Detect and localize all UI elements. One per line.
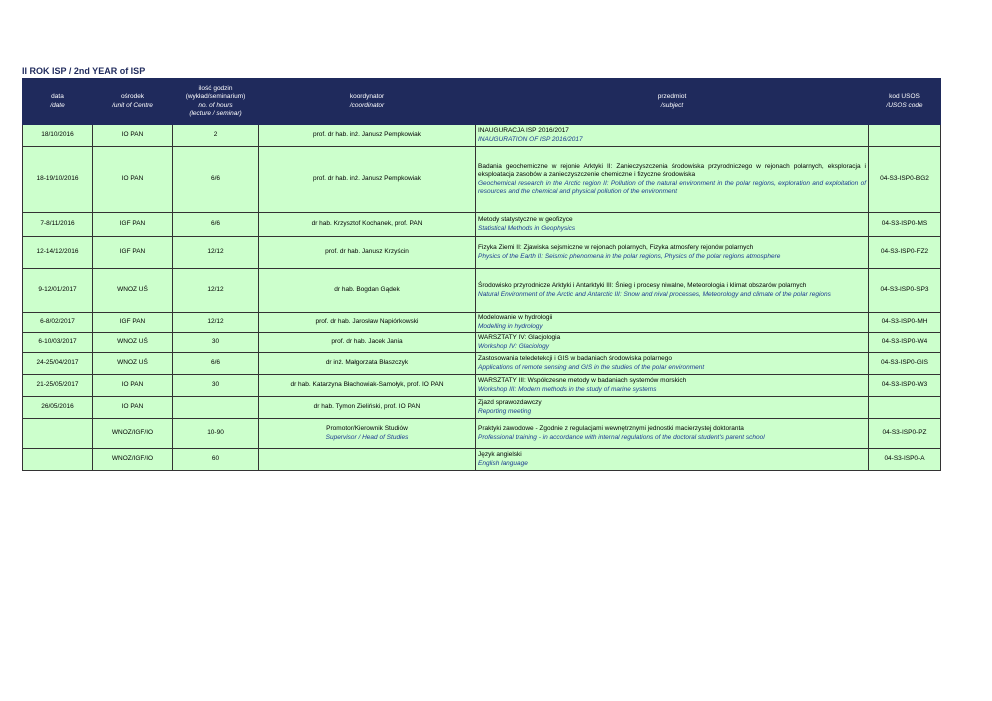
cell-usos-code: 04-S3-ISP0-MH <box>869 313 941 333</box>
header-unit: ośrodek /unit of Centre <box>93 79 173 125</box>
table-row <box>23 397 941 419</box>
cell-hours: 12/12 <box>173 237 259 269</box>
table-row <box>23 269 941 313</box>
cell-subject: Zjazd sprawozdawczy Reporting meeting <box>476 397 869 419</box>
cell-date: 12-14/12/2016 <box>23 237 93 269</box>
cell-subject: Modelowanie w hydrologii Modelling in hydrology <box>476 313 869 333</box>
cell-subject: Środowisko przyrodnicze Arktyki i Antarktyki III: Śnieg i procesy niwalne, Meteorologia i klimat obszarów polarnych Natural Environment of the Arctic and Antarctic III: Snow and nival processes, Meteorology and climate of the polar regions <box>476 269 869 313</box>
cell-date: 21-25/05/2017 <box>23 375 93 397</box>
cell-coordinator: prof. dr hab. inż. Janusz Pempkowiak <box>259 147 476 213</box>
cell-subject: Praktyki zawodowe - Zgodnie z regulacjami wewnętrznymi jednostki macierzystej doktoranta Professional training - in accordance with internal regulations of the doctoral student's parent school <box>476 419 869 449</box>
cell-usos-code: 04-S3-ISP0-A <box>869 449 941 471</box>
cell-unit: IGF PAN <box>93 237 173 269</box>
cell-usos-code: 04-S3-ISP0-W3 <box>869 375 941 397</box>
table-row <box>23 375 941 397</box>
cell-unit: WNOZ/IGF/IO <box>93 449 173 471</box>
cell-hours: 30 <box>173 375 259 397</box>
cell-date <box>23 419 93 449</box>
table-row <box>23 449 941 471</box>
cell-usos-code: 04-S3-ISP0-GIS <box>869 353 941 375</box>
cell-usos-code: 04-S3-ISP0-MS <box>869 213 941 237</box>
cell-date: 6-8/02/2017 <box>23 313 93 333</box>
schedule-table <box>22 78 941 471</box>
cell-unit: WNOZ UŚ <box>93 333 173 353</box>
cell-unit: WNOZ/IGF/IO <box>93 419 173 449</box>
header-row <box>23 79 941 125</box>
cell-hours: 6/6 <box>173 213 259 237</box>
cell-hours: 2 <box>173 125 259 147</box>
cell-hours <box>173 397 259 419</box>
cell-unit: IO PAN <box>93 375 173 397</box>
cell-unit: WNOZ UŚ <box>93 353 173 375</box>
header-coordinator: koordynator /coordinator <box>259 79 476 125</box>
cell-unit: IGF PAN <box>93 313 173 333</box>
cell-coordinator: dr hab. Krzysztof Kochanek, prof. PAN <box>259 213 476 237</box>
cell-date <box>23 449 93 471</box>
header-date: data /date <box>23 79 93 125</box>
cell-coordinator: dr hab. Katarzyna Błachowiak-Samołyk, prof. IO PAN <box>259 375 476 397</box>
cell-subject: WARSZTATY III: Współczesne metody w badaniach systemów morskich Workshop III: Modern methods in the study of marine systems <box>476 375 869 397</box>
cell-hours: 12/12 <box>173 313 259 333</box>
cell-coordinator: dr hab. Tymon Zieliński, prof. IO PAN <box>259 397 476 419</box>
cell-usos-code <box>869 397 941 419</box>
cell-unit: IGF PAN <box>93 213 173 237</box>
cell-usos-code: 04-S3-ISP0-SP3 <box>869 269 941 313</box>
header-usos-code: kod USOS /USOS code <box>869 79 941 125</box>
cell-date: 24-25/04/2017 <box>23 353 93 375</box>
header-subject: przedmiot /subject <box>476 79 869 125</box>
table-row <box>23 333 941 353</box>
cell-subject: WARSZTATY IV: Glacjologia Workshop IV: Glaciology <box>476 333 869 353</box>
cell-hours: 30 <box>173 333 259 353</box>
cell-date: 18/10/2016 <box>23 125 93 147</box>
cell-subject: Język angielski English language <box>476 449 869 471</box>
cell-hours: 10-90 <box>173 419 259 449</box>
cell-subject: Fizyka Ziemi II: Zjawiska sejsmiczne w rejonach polarnych, Fizyka atmosfery rejonów polarnych Physics of the Earth II: Seismic phenomena in the polar regions, Physics of the polar regions atmosphere <box>476 237 869 269</box>
table-row <box>23 237 941 269</box>
cell-coordinator: prof. dr hab. Jacek Jania <box>259 333 476 353</box>
cell-unit: IO PAN <box>93 397 173 419</box>
cell-coordinator: prof. dr hab. Janusz Krzyścin <box>259 237 476 269</box>
cell-coordinator: dr inż. Małgorzata Błaszczyk <box>259 353 476 375</box>
cell-date: 6-10/03/2017 <box>23 333 93 353</box>
table-row <box>23 313 941 333</box>
cell-usos-code: 04-S3-ISP0-BG2 <box>869 147 941 213</box>
table-row <box>23 125 941 147</box>
header-hours: ilość godzin (wykład/seminarium) no. of hours (lecture / seminar) <box>173 79 259 125</box>
table-row <box>23 147 941 213</box>
cell-usos-code <box>869 125 941 147</box>
cell-hours: 6/6 <box>173 353 259 375</box>
cell-date: 26/05/2016 <box>23 397 93 419</box>
cell-date: 7-8/11/2016 <box>23 213 93 237</box>
table-row <box>23 419 941 449</box>
cell-hours: 6/6 <box>173 147 259 213</box>
cell-subject: Zastosowania teledetekcji i GIS w badaniach środowiska polarnego Applications of remote sensing and GIS in the studies of the polar environment <box>476 353 869 375</box>
table-row <box>23 213 941 237</box>
cell-unit: WNOZ UŚ <box>93 269 173 313</box>
cell-coordinator: prof. dr hab. inż. Janusz Pempkowiak <box>259 125 476 147</box>
cell-subject: INAUGURACJA ISP 2016/2017 INAUGURATION OF ISP 2016/2017 <box>476 125 869 147</box>
table-row <box>23 353 941 375</box>
cell-subject: Badania geochemiczne w rejonie Arktyki II: Zanieczyszczenia środowiska przyrodniczego w rejonach polarnych, eksploracja i eksploatacja zasobów a zanieczyszczenie chemiczne i fizyczne środowiska Geochemical research in the Arctic region II: Pollution of the natural environment in the polar regions, exploration and exploitation of resources and the chemical and physical pollution of the environment <box>476 147 869 213</box>
cell-coordinator: prof. dr hab. Jarosław Napiórkowski <box>259 313 476 333</box>
cell-unit: IO PAN <box>93 125 173 147</box>
cell-usos-code: 04-S3-ISP0-FZ2 <box>869 237 941 269</box>
cell-hours: 60 <box>173 449 259 471</box>
page-title: II ROK ISP / 2nd YEAR of ISP <box>22 66 146 76</box>
cell-coordinator: Promotor/Kierownik Studiów Supervisor / Head of Studies <box>259 419 476 449</box>
cell-usos-code: 04-S3-ISP0-PZ <box>869 419 941 449</box>
cell-usos-code: 04-S3-ISP0-W4 <box>869 333 941 353</box>
cell-subject: Metody statystyczne w geofizyce Statistical Methods in Geophysics <box>476 213 869 237</box>
cell-hours: 12/12 <box>173 269 259 313</box>
cell-date: 18-19/10/2016 <box>23 147 93 213</box>
cell-date: 9-12/01/2017 <box>23 269 93 313</box>
cell-unit: IO PAN <box>93 147 173 213</box>
cell-coordinator: dr hab. Bogdan Gądek <box>259 269 476 313</box>
cell-coordinator <box>259 449 476 471</box>
